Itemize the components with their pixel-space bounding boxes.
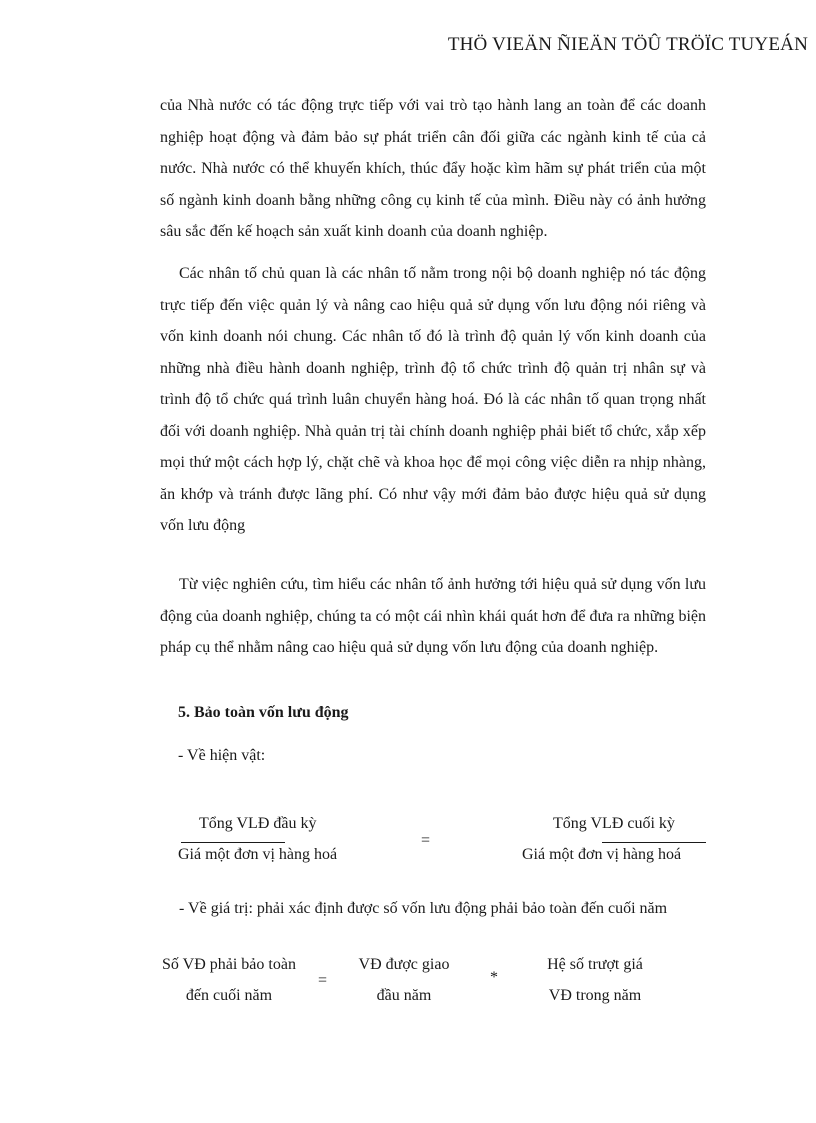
physical-label: - Về hiện vật:	[178, 747, 266, 764]
paragraph-subjective-factors: Các nhân tố chủ quan là các nhân tố nằm trong nội bộ doanh nghiệp nó tác động trực tiếp đến việc quản lý và nâng cao hiệu quả sử dụng vốn lưu động nói riêng và vốn kinh doanh nói chung. Các nhân tố đó là trình độ quản lý vốn kinh doanh của những nhà điều hành doanh nghiệp, trình độ tổ chức trình độ quản trị nhân sự và trình độ tổ chức quá trình luân chuyển hàng hoá. Đó là các nhân tố quan trọng nhất đối với doanh nghiệp. Nhà quản trị tài chính doanh nghiệp phải biết tổ chức, xắp xếp mọi thứ một cách hợp lý, chặt chẽ và khoa học để mọi công việc diễn ra nhịp nhàng, ăn khớp và tránh được lãng phí. Có như vậy mới đảm bảo được hiệu quả sử dụng vốn lưu động	[160, 265, 706, 534]
paragraph-research-conclusion: Từ việc nghiên cứu, tìm hiểu các nhân tố ảnh hưởng tới hiệu quả sử dụng vốn lưu động của doanh nghiệp, chúng ta có một cái nhìn khái quát hơn để đưa ra những biện pháp cụ thể nhằm nâng cao hiệu quả sử dụng vốn lưu động của doanh nghiệp.	[160, 576, 706, 656]
formula2-term1-line1: Số VĐ phải bảo toàn	[162, 956, 296, 973]
formula2-equals-sign: =	[318, 972, 328, 989]
formula2-multiply-sign: *	[490, 969, 498, 986]
formula2-term1-line2: đến cuối năm	[185, 987, 273, 1004]
formula2-term2-line2: đầu năm	[376, 987, 432, 1004]
formula1-right-denominator: Giá một đơn vị hàng hoá	[522, 846, 682, 863]
paragraph-state-role: của Nhà nước có tác động trực tiếp với vai trò tạo hành lang an toàn để các doanh nghiệp hoạt động và đảm bảo sự phát triển cân đối giữa các ngành kinh tế của cả nước. Nhà nước có thể khuyến khích, thúc đẩy hoặc kìm hãm sự phát triển của một số ngành kinh doanh bằng những công cụ kinh tế của mình. Điều này có ảnh hưởng sâu sắc đến kế hoạch sản xuất kinh doanh của doanh nghiệp.	[160, 97, 706, 240]
formula2-term3-line2: VĐ trong năm	[548, 987, 642, 1004]
formula2-term2-line1: VĐ được giao	[358, 956, 450, 973]
formula1-equals-sign: =	[421, 832, 431, 849]
formula1-left-denominator: Giá một đơn vị hàng hoá	[178, 846, 338, 863]
page-header-title: THÖ VIEÄN ÑIEÄN TÖÛ TRÖÏC TUYEÁN	[447, 34, 808, 55]
formula2-term3-line1: Hệ số trượt giá	[547, 956, 643, 973]
paragraph-value-preservation: - Về giá trị: phải xác định được số vốn lưu động phải bảo toàn đến cuối năm	[179, 900, 668, 917]
formula1-left-numerator: Tổng VLĐ đầu kỳ	[199, 815, 317, 832]
formula1-right-fraction-bar	[602, 842, 706, 843]
formula1-right-numerator: Tổng VLĐ cuối kỳ	[553, 815, 675, 832]
section-heading: 5. Bảo toàn vốn lưu động	[178, 704, 349, 721]
formula1-left-fraction-bar	[181, 842, 285, 843]
